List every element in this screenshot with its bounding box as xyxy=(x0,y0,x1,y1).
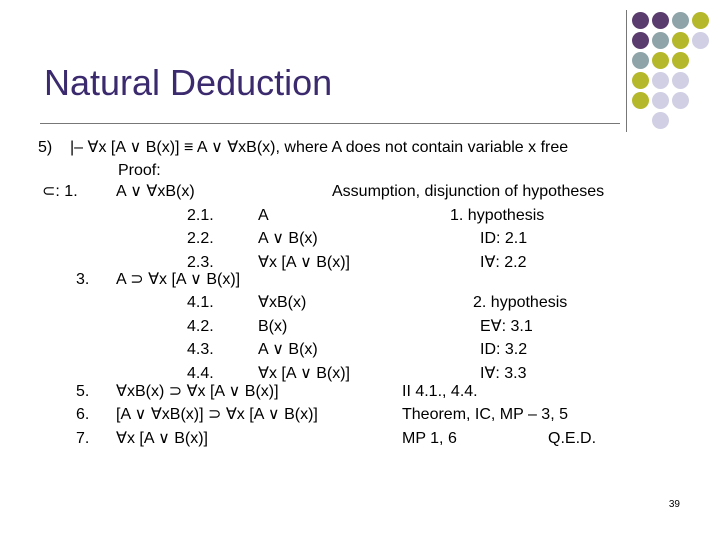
decorative-dot xyxy=(692,12,709,29)
line-formula: ∀x [A ∨ B(x)] xyxy=(258,365,350,382)
line-label: ⊂: 1. xyxy=(42,183,78,200)
line-label: 4.2. xyxy=(187,318,214,335)
line-label: 2.2. xyxy=(187,230,214,247)
line-justification: MP 1, 6 xyxy=(402,430,457,447)
decorative-dot xyxy=(692,32,709,49)
decorative-dot xyxy=(652,52,669,69)
line-label: 5. xyxy=(76,383,90,400)
decorative-dot xyxy=(652,72,669,89)
decorative-dot xyxy=(632,92,649,109)
line-formula: A xyxy=(258,207,269,224)
line-justification: 2. hypothesis xyxy=(473,294,568,311)
decorative-dot xyxy=(632,72,649,89)
decorative-dot xyxy=(632,52,649,69)
line-label: 4.4. xyxy=(187,365,214,382)
theorem-statement: |– ∀x [A ∨ B(x)] ≡ A ∨ ∀xB(x), where A does not contain variable x free xyxy=(70,139,569,156)
line-label: 4.1. xyxy=(187,294,214,311)
line-justification: 1. hypothesis xyxy=(450,207,545,224)
proof-label: Proof: xyxy=(118,162,161,179)
page-number: 39 xyxy=(668,499,680,510)
line-justification: II 4.1., 4.4. xyxy=(402,383,478,400)
vertical-divider xyxy=(626,10,627,132)
title-underline xyxy=(40,123,620,124)
line-formula: B(x) xyxy=(258,318,288,335)
decorative-dot xyxy=(672,92,689,109)
qed-label: Q.E.D. xyxy=(548,430,597,447)
line-label: 3. xyxy=(76,271,90,288)
decorative-dot xyxy=(672,52,689,69)
decorative-dot xyxy=(632,32,649,49)
line-justification: E∀: 3.1 xyxy=(480,318,533,335)
line-label: 4.3. xyxy=(187,341,214,358)
line-formula: ∀xB(x) xyxy=(258,294,307,311)
line-justification: Theorem, IC, MP – 3, 5 xyxy=(402,406,568,423)
line-justification: I∀: 2.2 xyxy=(480,254,527,271)
decorative-dot xyxy=(672,72,689,89)
line-formula: A ⊃ ∀x [A ∨ B(x)] xyxy=(116,271,241,288)
statement-number: 5) xyxy=(38,139,53,156)
line-justification: ID: 2.1 xyxy=(480,230,528,247)
line-justification: ID: 3.2 xyxy=(480,341,528,358)
decorative-dot xyxy=(672,32,689,49)
decorative-dot xyxy=(632,12,649,29)
line-formula: A ∨ B(x) xyxy=(258,341,318,358)
decorative-dot xyxy=(652,92,669,109)
decorative-dot xyxy=(652,112,669,129)
decorative-dot xyxy=(652,32,669,49)
line-formula: ∀xB(x) ⊃ ∀x [A ∨ B(x)] xyxy=(116,383,279,400)
line-label: 6. xyxy=(76,406,90,423)
decorative-dot xyxy=(652,12,669,29)
line-justification: I∀: 3.3 xyxy=(480,365,527,382)
line-justification: Assumption, disjunction of hypotheses xyxy=(332,183,605,200)
line-formula: ∀x [A ∨ B(x)] xyxy=(116,430,208,447)
line-label: 7. xyxy=(76,430,90,447)
line-formula: ∀x [A ∨ B(x)] xyxy=(258,254,350,271)
line-formula: [A ∨ ∀xB(x)] ⊃ ∀x [A ∨ B(x)] xyxy=(116,406,318,423)
line-formula: A ∨ B(x) xyxy=(258,230,318,247)
slide-title: Natural Deduction xyxy=(44,62,333,103)
decorative-dot xyxy=(672,12,689,29)
line-formula: A ∨ ∀xB(x) xyxy=(116,183,195,200)
line-label: 2.1. xyxy=(187,207,214,224)
line-label: 2.3. xyxy=(187,254,214,271)
